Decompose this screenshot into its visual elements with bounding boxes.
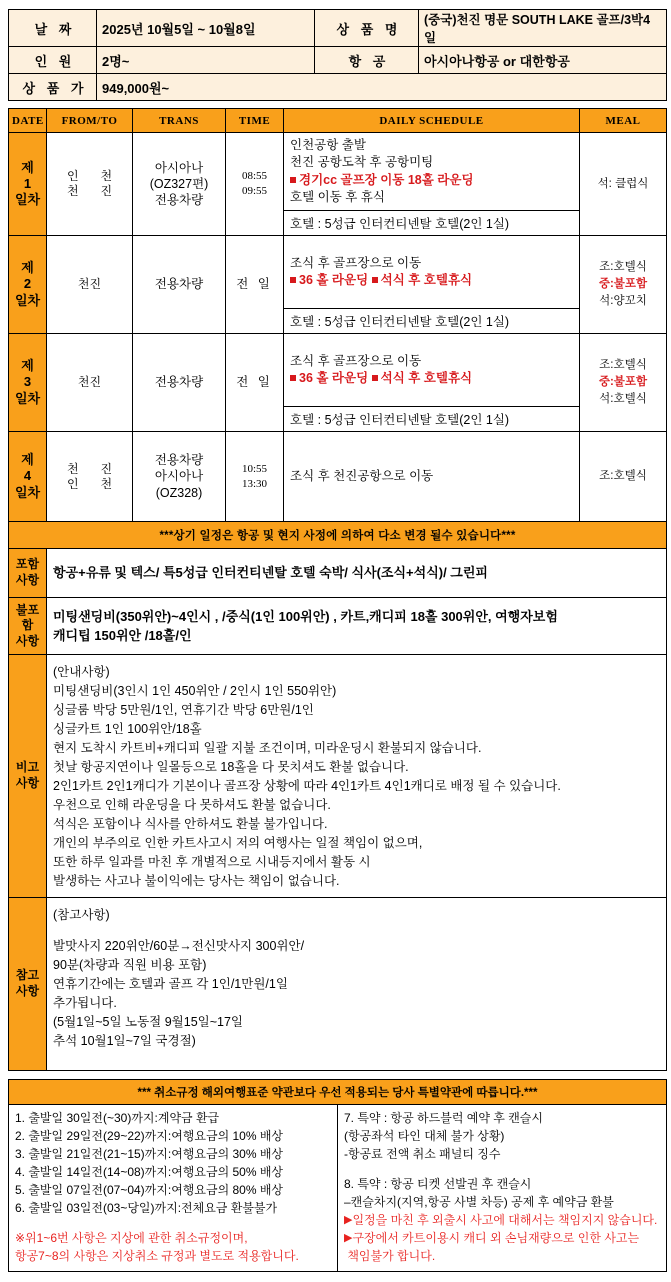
day-number-cell xyxy=(9,334,47,432)
daily-schedule-cell xyxy=(284,133,580,211)
time-line: 전 일 xyxy=(236,277,273,292)
pax-label: 인 원 xyxy=(9,47,97,74)
to-city: 진 천 xyxy=(100,461,113,491)
bullet-square-icon xyxy=(372,375,378,381)
time-line: 09:55 xyxy=(241,185,268,197)
section-body xyxy=(47,655,667,898)
hotel-info: 호텔 : 5성급 인터컨티넨탈 호텔(2인 1실) xyxy=(284,309,580,334)
schedule-notice-row xyxy=(9,522,667,549)
cancellation-footnote xyxy=(15,1229,331,1265)
meal-line: 석: 클럽식 xyxy=(597,177,649,190)
transport-line: 전용차량 xyxy=(154,193,204,208)
cancellation-right-column xyxy=(338,1105,667,1272)
section-line: 발생하는 사고나 불이익에는 당사는 책임이 없습니다. xyxy=(53,874,340,888)
section-line: 우천으로 인해 라운딩을 다 못하셔도 환불 없습니다. xyxy=(53,798,331,812)
hotel-info: 호텔 : 5성급 인터컨티넨탈 호텔(2인 1실) xyxy=(284,407,580,432)
special-term-line: -항공료 전액 취소 패널티 징수 xyxy=(344,1147,501,1161)
transport-line: 전용차량 xyxy=(154,277,204,292)
time-cell xyxy=(226,334,284,432)
schedule-header-row xyxy=(9,109,667,133)
schedule-line: 인천공항 출발 xyxy=(290,138,366,152)
schedule-line: 조식 후 골프장으로 이동 xyxy=(290,353,422,368)
cancellation-policy-table xyxy=(8,1079,667,1272)
summary-row-pax xyxy=(9,47,667,74)
transport-line: 전용차량 xyxy=(154,375,204,390)
schedule-text: 석식 후 호텔휴식 xyxy=(380,371,473,385)
cancellation-item: 2. 출발일 29일전(29~22)까지:여행요금의 10% 배상 xyxy=(15,1129,284,1143)
cancellation-ground-list xyxy=(15,1109,331,1217)
section-label: 비고사항 xyxy=(9,655,47,898)
section-line: 캐디팁 150위안 /18홀/인 xyxy=(53,628,192,643)
cancellation-title-row xyxy=(9,1080,667,1105)
blank-line xyxy=(53,925,660,937)
section-line: 싱글카트 1인 100위안/18홀 xyxy=(53,722,202,736)
to-city: 천 진 xyxy=(100,169,113,198)
trip-summary-table xyxy=(8,9,667,101)
col-trans: TRANS xyxy=(133,109,226,133)
meal-line: 조:호텔식 xyxy=(599,261,647,274)
daily-schedule-cell xyxy=(284,334,580,407)
section-label: 불포함 사항 xyxy=(9,598,47,655)
section-line: (5월1일~5일 노동절 9월15일~17일 xyxy=(53,1015,243,1029)
schedule-line: 조식 후 골프장으로 이동 xyxy=(290,255,422,270)
from-to-cell xyxy=(47,432,133,522)
price-value: 949,000원~ xyxy=(97,74,667,101)
pax-value: 2명~ xyxy=(97,47,315,74)
day-line: 일차 xyxy=(14,484,41,500)
special-term-line: (항공좌석 타인 대체 불가 상황) xyxy=(344,1129,505,1143)
footnote-line: ※위1~6번 사항은 지상에 관한 취소규정이며, xyxy=(15,1231,248,1245)
info-section-row xyxy=(9,549,667,598)
section-line: 발맛사지 220위안/60분→전신맛사지 300위안/ xyxy=(53,939,305,953)
day-line: 1 xyxy=(23,175,32,191)
date-label: 날 짜 xyxy=(9,10,97,47)
daily-schedule-table xyxy=(8,108,667,1071)
col-fromto: FROM/TO xyxy=(47,109,133,133)
bullet-square-icon xyxy=(290,177,296,183)
day-line: 일차 xyxy=(14,292,41,308)
day-line: 2 xyxy=(23,276,32,292)
schedule-line-highlight xyxy=(290,172,576,189)
schedule-notes-body xyxy=(9,522,667,1071)
meal-line: 석:양꼬치 xyxy=(599,294,647,307)
triangle-right-icon: ▶ xyxy=(344,1232,353,1244)
schedule-line: 천진 공항도착 후 공항미팅 xyxy=(290,155,434,170)
time-line: 08:55 xyxy=(241,170,268,183)
section-body xyxy=(47,549,667,598)
section-line: 현지 도착시 카트비+캐디피 일괄 지불 조건이며, 미라운딩시 환불되지 않습니다. xyxy=(53,741,482,755)
price-label: 상 품 가 xyxy=(9,74,97,101)
schedule-line: 호텔 이동 후 휴식 xyxy=(290,189,385,204)
cancellation-special-term-8 xyxy=(344,1175,660,1211)
section-line: (참고사항) xyxy=(53,908,110,922)
section-line: 또한 하루 일과를 마친 후 개별적으로 시내등지에서 활동 시 xyxy=(53,855,371,869)
col-time: TIME xyxy=(226,109,284,133)
day-line: 제 xyxy=(21,260,34,276)
section-line: 연휴기간에는 호텔과 골프 각 1인/1만원/1일 xyxy=(53,977,288,991)
transport-line: 아시아나 xyxy=(154,469,204,484)
footnote-line: 항공7~8의 사항은 지상취소 규정과 별도로 적용합니다. xyxy=(15,1249,299,1263)
meal-cell xyxy=(580,133,667,236)
section-body xyxy=(47,598,667,655)
cancellation-item: 1. 출발일 30일전(~30)까지:계약금 환급 xyxy=(15,1111,220,1125)
airline-label: 항 공 xyxy=(315,47,419,74)
day-number-cell xyxy=(9,133,47,236)
airline-value: 아시아나항공 or 대한항공 xyxy=(419,47,667,74)
transport-cell xyxy=(133,334,226,432)
section-line: 2인1카트 2인1캐디가 기본이나 골프장 상황에 따라 4인1카트 4인1캐디로 배정 될 수 있습니다. xyxy=(53,779,561,793)
cancellation-warnings xyxy=(344,1211,660,1265)
cancellation-item: 6. 출발일 03일전(03~당일)까지:전체요금 환불불가 xyxy=(15,1201,278,1215)
time-line: 10:55 xyxy=(241,462,268,475)
transport-line: (OZ328) xyxy=(155,485,203,500)
cancellation-left-column xyxy=(9,1105,338,1272)
warning-line: ▶구장에서 카트이용시 캐디 외 손님재량으로 인한 사고는 xyxy=(344,1231,640,1245)
meal-line: 중:불포함 xyxy=(598,278,648,291)
section-line: 개인의 부주의로 인한 카트사고시 저의 여행사는 일절 책임이 없으며, xyxy=(53,836,423,850)
time-line: 전 일 xyxy=(236,375,273,390)
section-line: 석식은 포함이나 식사를 안하셔도 환불 불가입니다. xyxy=(53,817,328,831)
day-number-cell xyxy=(9,432,47,522)
section-label: 포함사항 xyxy=(9,549,47,598)
schedule-text: 경기cc 골프장 이동 18홀 라운딩 xyxy=(299,172,474,187)
time-cell xyxy=(226,133,284,236)
section-line: 항공+유류 및 텍스/ 특5성급 인터컨티넨탈 호텔 숙박/ 식사(조식+석식)/ 그린피 xyxy=(53,565,488,581)
date-value: 2025년 10월5일 ~ 10월8일 xyxy=(97,10,315,47)
spacer xyxy=(15,1217,331,1229)
meal-line: 중:불포함 xyxy=(598,376,648,389)
transport-cell xyxy=(133,133,226,236)
special-term-line: 7. 특약 : 항공 하드블럭 예약 후 캔슬시 xyxy=(344,1111,543,1125)
time-line: 13:30 xyxy=(241,477,268,490)
meal-cell xyxy=(580,236,667,334)
schedule-change-notice: ***상기 일정은 항공 및 현지 사정에 의하여 다소 변경 될수 있습니다*** xyxy=(9,522,667,549)
meal-line: 석:호텔식 xyxy=(599,392,647,405)
section-line: 추가됩니다. xyxy=(53,996,117,1010)
from-to-cell xyxy=(47,133,133,236)
day-line: 일차 xyxy=(14,390,41,406)
warning-line: ▶일정을 마친 후 외출시 사고에 대해서는 책임지지 않습니다. xyxy=(344,1213,658,1227)
time-cell xyxy=(226,236,284,334)
schedule-line-highlight xyxy=(290,370,576,387)
bullet-square-icon xyxy=(290,375,296,381)
triangle-right-icon: ▶ xyxy=(344,1214,353,1226)
transport-line: 전용차량 xyxy=(154,453,204,468)
day-line: 일차 xyxy=(14,192,41,208)
spacer-2 xyxy=(344,1163,660,1175)
warning-line-continued: 책임불가 합니다. xyxy=(344,1249,436,1263)
bullet-square-icon xyxy=(290,277,296,283)
day-line: 제 xyxy=(21,159,34,175)
time-cell xyxy=(226,432,284,522)
cancellation-content-row xyxy=(9,1105,667,1272)
info-section-row xyxy=(9,598,667,655)
transport-cell xyxy=(133,432,226,522)
summary-row-date xyxy=(9,10,667,47)
schedule-day-row xyxy=(9,334,667,407)
meal-cell xyxy=(580,334,667,432)
transport-cell xyxy=(133,236,226,334)
special-term-line: –캔슬차지(지역,항공 사별 차등) 공제 후 예약금 환불 xyxy=(344,1195,614,1209)
info-section-row xyxy=(9,655,667,898)
product-name-label: 상 품 명 xyxy=(315,10,419,47)
transport-line: 아시아나 xyxy=(154,160,204,175)
schedule-line-highlight xyxy=(290,272,576,289)
transport-line: (OZ327편) xyxy=(149,176,209,191)
col-date: DATE xyxy=(9,109,47,133)
section-line: 미팅샌딩비(350위안)~4인시 , /중식(1인 100위안) , 카트,캐디피 18홀 300위안, 여행자보험 xyxy=(53,608,558,624)
meal-line: 조:호텔식 xyxy=(599,470,647,483)
from-to-cell xyxy=(47,236,133,334)
special-term-line: 8. 특약 : 항공 티켓 선발권 후 캔슬시 xyxy=(344,1177,532,1191)
day-line: 제 xyxy=(21,358,34,374)
section-body xyxy=(47,898,667,1071)
col-meal: MEAL xyxy=(580,109,667,133)
section-line: 미팅샌딩비(3인시 1인 450위안 / 2인시 1인 550위안) xyxy=(53,684,337,698)
from-city: 천 인 xyxy=(66,461,79,491)
schedule-text: 석식 후 호텔휴식 xyxy=(380,273,473,287)
from-to-cell xyxy=(47,334,133,432)
schedule-body xyxy=(9,133,667,522)
section-line: 추석 10월1일~7일 국경절) xyxy=(53,1034,196,1048)
cancellation-title: *** 취소규정 해외여행표준 약관보다 우선 적용되는 당사 특별약관에 따릅니다.*** xyxy=(9,1080,667,1105)
col-daily-schedule: DAILY SCHEDULE xyxy=(284,109,580,133)
cancellation-special-term-7 xyxy=(344,1109,660,1163)
schedule-line: 조식 후 천진공항으로 이동 xyxy=(290,468,434,483)
from-city: 인 천 xyxy=(66,169,79,198)
day-line: 4 xyxy=(23,468,32,484)
meal-line: 조:호텔식 xyxy=(599,359,647,372)
meal-cell xyxy=(580,432,667,522)
info-section-row xyxy=(9,898,667,1071)
section-line: (안내사항) xyxy=(53,665,110,679)
day-line: 3 xyxy=(23,374,32,390)
hotel-info: 호텔 : 5성급 인터컨티넨탈 호텔(2인 1실) xyxy=(284,211,580,236)
cancellation-item: 4. 출발일 14일전(14~08)까지:여행요금의 50% 배상 xyxy=(15,1165,284,1179)
city: 천진 xyxy=(77,374,102,389)
section-line: 90분(차량과 직원 비용 포함) xyxy=(53,958,207,972)
schedule-day-row xyxy=(9,133,667,211)
section-line: 첫날 항공지연이나 일몰등으로 18홀을 다 못치셔도 환불 없습니다. xyxy=(53,760,409,774)
cancellation-item: 3. 출발일 21일전(21~15)까지:여행요금의 30% 배상 xyxy=(15,1147,284,1161)
daily-schedule-cell xyxy=(284,432,580,522)
bullet-square-icon xyxy=(372,277,378,283)
summary-row-price xyxy=(9,74,667,101)
section-line: 싱글룸 박당 5만원/1인, 연휴기간 박당 6만원/1인 xyxy=(53,703,314,717)
section-label: 참고사항 xyxy=(9,898,47,1071)
itinerary-document xyxy=(0,9,671,1272)
daily-schedule-cell xyxy=(284,236,580,309)
product-name-value: (중국)천진 명문 SOUTH LAKE 골프/3박4일 xyxy=(419,10,667,47)
day-line: 제 xyxy=(21,452,34,468)
schedule-text: 36 홀 라운딩 xyxy=(299,371,369,385)
cancellation-item: 5. 출발일 07일전(07~04)까지:여행요금의 80% 배상 xyxy=(15,1183,284,1197)
schedule-day-row xyxy=(9,236,667,309)
city: 천진 xyxy=(77,276,102,291)
schedule-day-row xyxy=(9,432,667,522)
day-number-cell xyxy=(9,236,47,334)
schedule-text: 36 홀 라운딩 xyxy=(299,273,369,287)
